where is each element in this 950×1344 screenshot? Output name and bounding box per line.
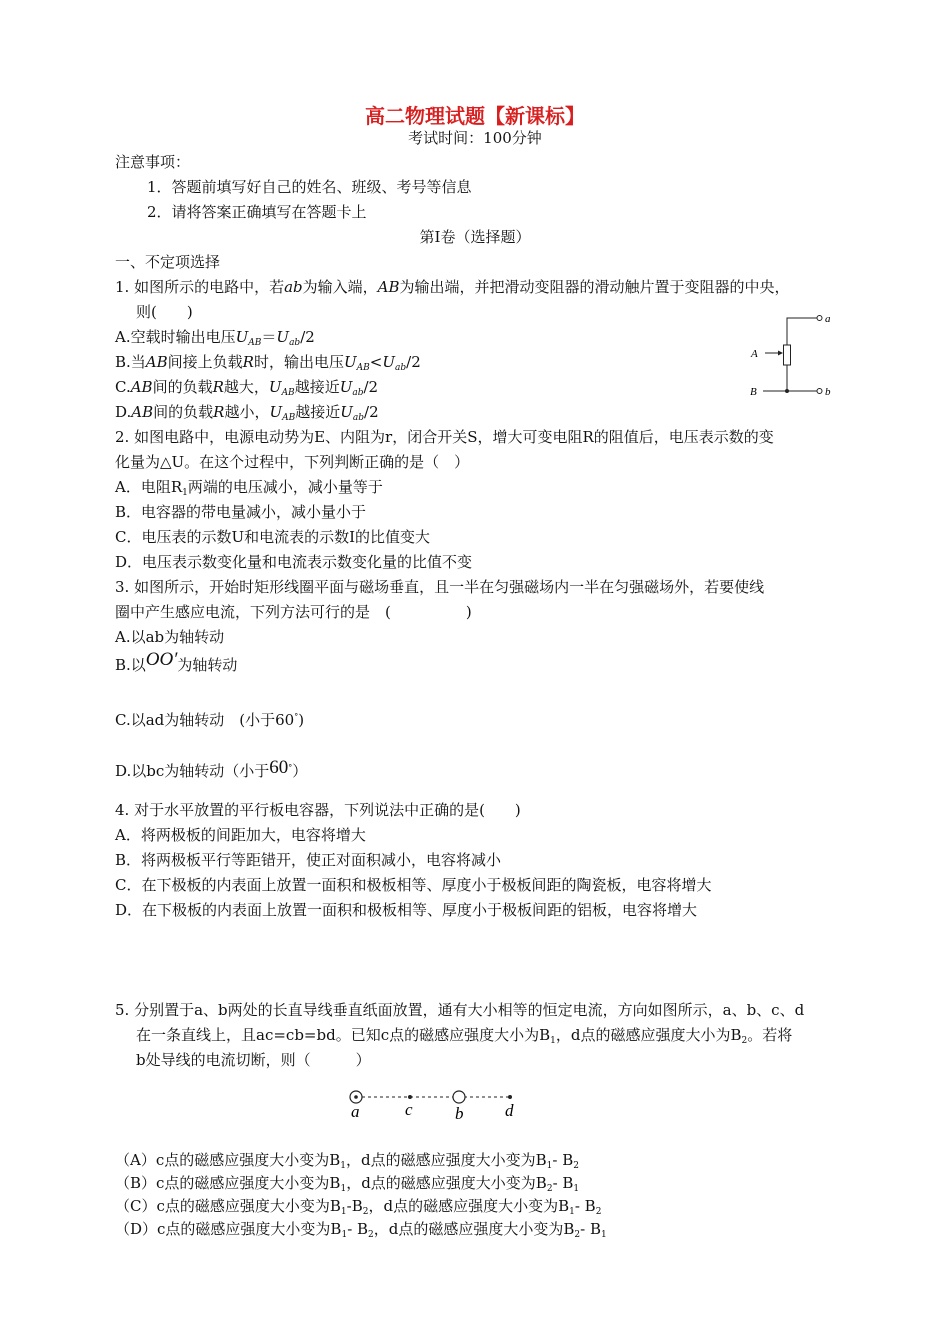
- terminal-a-icon: [817, 316, 822, 321]
- q4-option-a: A．将两极板的间距加大，电容将增大: [115, 826, 366, 844]
- q4-option-c: C．在下极板的内表面上放置一面积和极板相等、厚度小于极板间距的陶瓷板，电容将增大: [115, 876, 712, 894]
- q3-option-b: B.以OO′为轴转动: [115, 649, 238, 674]
- q5-option-b: （B）c点的磁感应强度大小变为$B_1$，d点的磁感应强度大小变为$B_2-$ $B_1$: [115, 1174, 580, 1194]
- q2-stem-line1: 2. 如图电路中，电源电动势为E、内阻为r，闭合开关S，增大可变电阻R的阻值后，电压表示数的变: [115, 428, 774, 446]
- exam-time: 考试时间：100分钟: [408, 129, 542, 147]
- label-c: c: [405, 1100, 413, 1119]
- rheostat-icon: [784, 345, 791, 365]
- notice-item-2: 2．请将答案正确填写在答题卡上: [147, 203, 367, 221]
- q5-option-a: （A）c点的磁感应强度大小变为$B_1$，d点的磁感应强度大小变为$B_1-$ $B_2$: [115, 1151, 579, 1171]
- q5-wires-figure: [340, 1085, 530, 1125]
- q5-stem-line1: 5. 分别置于a、b两处的长直导线垂直纸面放置，通有大小相等的恒定电流，方向如图所示，a、b、c、d: [115, 1001, 805, 1019]
- q5-stem-line3: b处导线的电流切断，则（ ）: [136, 1051, 371, 1069]
- label-A: A: [751, 348, 758, 360]
- wire-top: [787, 318, 817, 345]
- q2-option-a: A．电阻$R_1$两端的电压减小，减小量等于: [115, 478, 383, 498]
- q4-option-b: B．将两极板平行等距错开，使正对面积减小，电容将减小: [115, 851, 502, 869]
- junction-dot: [785, 389, 789, 393]
- q2-option-b: B．电容器的带电量减小，减小量小于: [115, 503, 367, 521]
- q5-stem-line2: 在一条直线上，且ac=cb=bd。已知c点的磁感应强度大小为$B_1$，d点的磁感应强度大小为$B_2$。若将: [136, 1026, 793, 1046]
- q1-option-b: B.当AB间接上负载R时，输出电压$U_{AB}<U_{ab}/2$: [115, 353, 421, 373]
- q5-option-d: （D）c点的磁感应强度大小变为$B_1-$ $B_2$，d点的磁感应强度大小变为$B_2-$ $B_1$: [115, 1220, 607, 1240]
- notice-item-1: 1．答题前填写好自己的姓名、班级、考号等信息: [147, 178, 472, 196]
- q1-stem-line2: 则( ): [136, 303, 193, 321]
- q2-option-c: C．电压表的示数U和电流表的示数I的比值变大: [115, 528, 431, 546]
- q4-option-d: D．在下极板的内表面上放置一面积和极板相等、厚度小于极板间距的铝板，电容将增大: [115, 901, 698, 919]
- q1-circuit-figure: [745, 305, 845, 405]
- label-a: a: [825, 313, 831, 325]
- label-b: b: [455, 1104, 464, 1123]
- q1-option-c: C.AB间的负载R越大，$U_{AB}$越接近$U_{ab}/2$: [115, 378, 379, 398]
- label-d: d: [505, 1101, 514, 1120]
- volume-heading: 第I卷（选择题）: [419, 228, 531, 246]
- label-B: B: [750, 386, 757, 398]
- q3-option-d: D.以bc为轴转动（小于60°）: [115, 757, 308, 780]
- label-a: a: [351, 1102, 360, 1121]
- terminal-b-icon: [817, 389, 822, 394]
- part-heading: 一、不定项选择: [115, 253, 221, 271]
- q2-stem-line2: 化量为△U。在这个过程中，下列判断正确的是（ ）: [115, 453, 470, 471]
- exam-title: 高二物理试题【新课标】: [365, 104, 585, 128]
- q1-stem-line1: 1. 如图所示的电路中，若ab为输入端，AB为输出端，并把滑动变阻器的滑动触片置于变阻器的中央，: [115, 278, 790, 296]
- q3-stem-line1: 3. 如图所示，开始时矩形线圈平面与磁场垂直，且一半在匀强磁场内一半在匀强磁场外，若要使线: [115, 578, 765, 596]
- point-c: [408, 1095, 412, 1099]
- q3-option-a: A.以ab为轴转动: [115, 628, 225, 646]
- wire-a-dot: [354, 1095, 358, 1099]
- notice-heading: 注意事项：: [115, 153, 191, 171]
- wire-b-in-icon: [453, 1091, 465, 1103]
- slider-arrow-icon: [778, 351, 783, 356]
- q4-stem: 4. 对于水平放置的平行板电容器，下列说法中正确的是( ): [115, 801, 521, 819]
- q3-option-c: C.以ad为轴转动 (小于60°): [115, 711, 305, 729]
- point-d: [508, 1095, 512, 1099]
- q2-option-d: D．电压表示数变化量和电流表示数变化量的比值不变: [115, 553, 473, 571]
- q5-option-c: （C）c点的磁感应强度大小变为$B_1-B_2$，d点的磁感应强度大小变为$B_1-$ $B_2$: [115, 1197, 602, 1217]
- label-b: b: [825, 386, 831, 398]
- q1-option-d: D.AB间的负载R越小，$U_{AB}$越接近$U_{ab}/2$: [115, 403, 379, 423]
- q1-option-a: A.空载时输出电压$U_{AB}=U_{ab}/2$: [115, 328, 315, 348]
- q3-stem-line2: 圈中产生感应电流，下列方法可行的是 ( ): [115, 603, 472, 621]
